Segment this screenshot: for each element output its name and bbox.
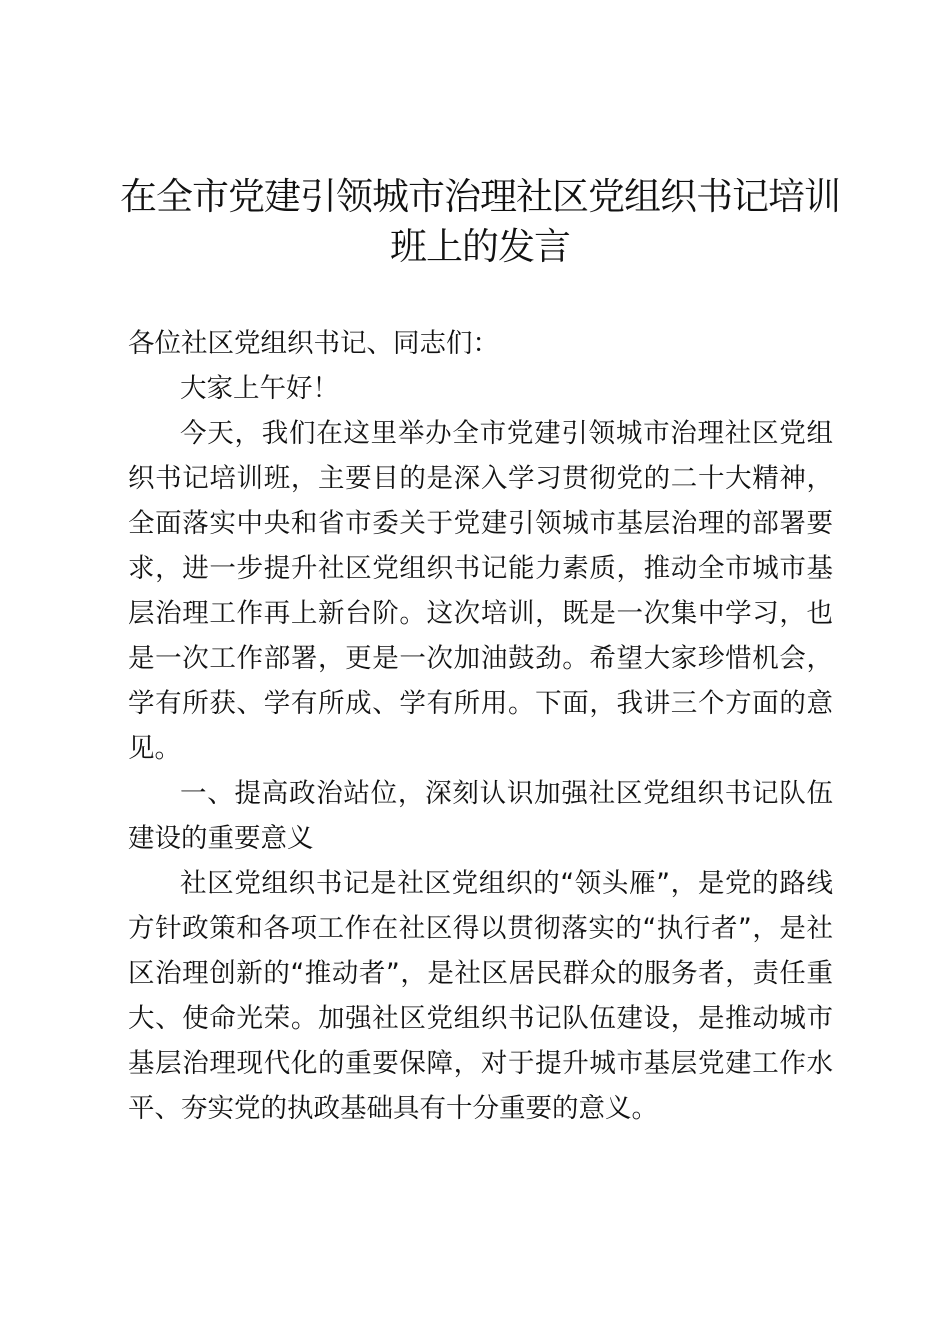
greeting: 大家上午好！ bbox=[180, 373, 339, 404]
title-line-1: 在全市党建引领城市治理社区党组织书记培训 bbox=[120, 175, 840, 218]
salutation: 各位社区党组织书记、同志们： bbox=[128, 328, 499, 359]
title-line-2: 班上的发言 bbox=[390, 225, 570, 268]
document-body bbox=[128, 321, 833, 1131]
paragraph-section-1: 社区党组织书记是社区党组织的“领头雁”，是党的路线方针政策和各项工作在社区得以贯彻落实的“执行者”，是社区治理创新的“推动者”，是社区居民群众的服务者，责任重大、使命光荣。加强社区党组织书记队伍建设，是推动城市基层治理现代化的重要保障，对于提升城市基层党建工作水平、夯实党的执政基础具有十分重要的意义。 bbox=[128, 868, 833, 1124]
section-heading-1: 一、提高政治站位，深刻认识加强社区党组织书记队伍建设的重要意义 bbox=[128, 778, 833, 854]
document-title bbox=[120, 172, 840, 272]
paragraph-intro: 今天，我们在这里举办全市党建引领城市治理社区党组织书记培训班，主要目的是深入学习贯彻党的二十大精神，全面落实中央和省市委关于党建引领城市基层治理的部署要求，进一步提升社区党组织书记能力素质，推动全市城市基层治理工作再上新台阶。这次培训，既是一次集中学习，也是一次工作部署，更是一次加油鼓劲。希望大家珍惜机会，学有所获、学有所成、学有所用。下面，我讲三个方面的意见。 bbox=[128, 418, 833, 764]
